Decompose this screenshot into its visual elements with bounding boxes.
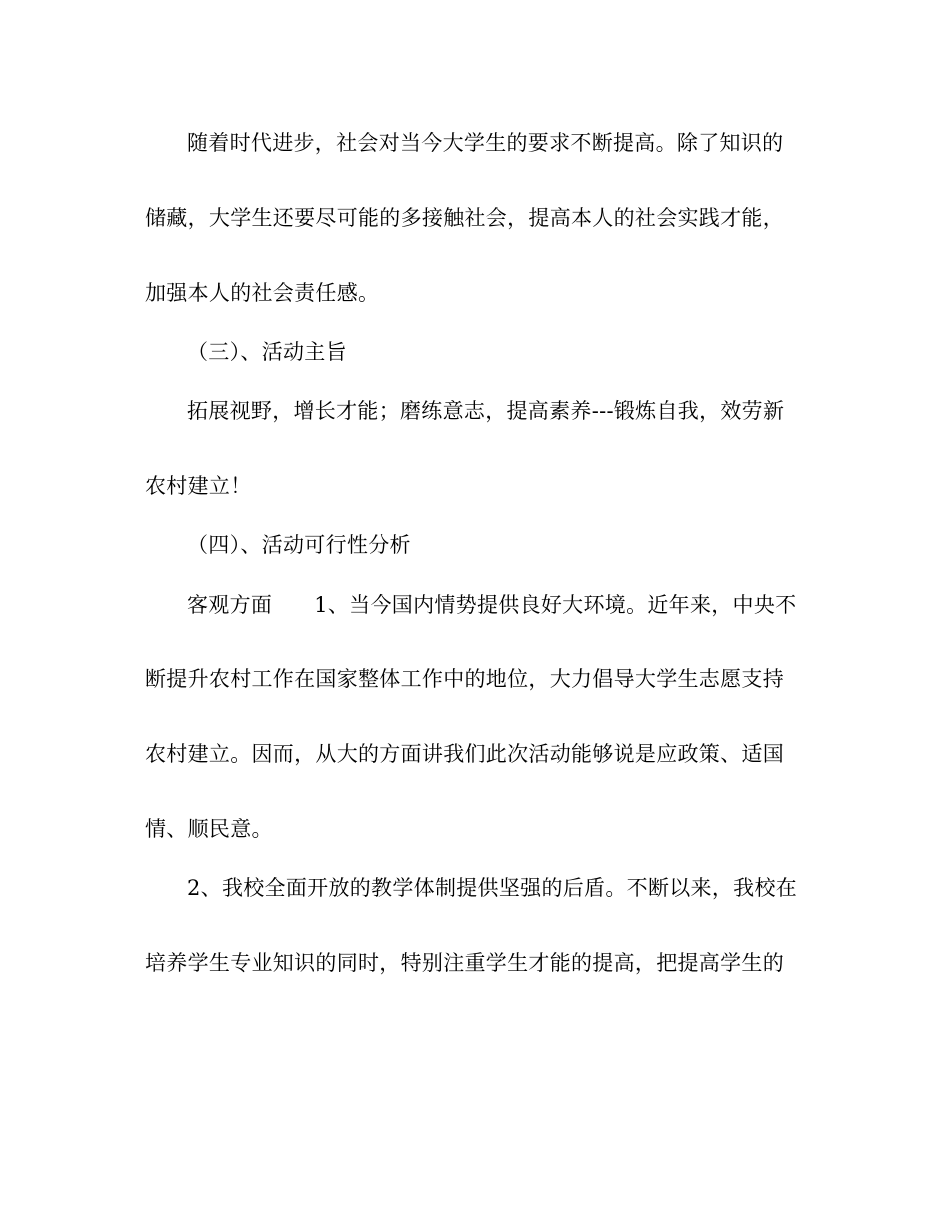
paragraph-line: 拓展视野，增长才能；磨练意志，提高素养---锻炼自我，效劳新 bbox=[187, 399, 785, 423]
subsection-label: 客观方面 bbox=[187, 593, 273, 617]
paragraph-line: 培养学生专业知识的同时，特别注重学生才能的提高，把提高学生的 bbox=[145, 951, 784, 975]
paragraph-line: 农村建立！ bbox=[145, 474, 252, 498]
paragraph-line: 情、顺民意。 bbox=[145, 817, 273, 841]
paragraph-line: 加强本人的社会责任感。 bbox=[145, 281, 380, 305]
paragraph-line bbox=[187, 590, 867, 620]
paragraph-text: 1、当今国内情势提供良好大环境。近年来，中央不 bbox=[314, 593, 797, 617]
section-heading-4: （四）、活动可行性分析 bbox=[187, 533, 411, 557]
paragraph-line: 农村建立。因而，从大的方面讲我们此次活动能够说是应政策、适国 bbox=[145, 742, 784, 766]
paragraph-line: 2、我校全面开放的教学体制提供坚强的后盾。不断以来，我校在 bbox=[187, 876, 798, 900]
section-heading-3: （三）、活动主旨 bbox=[187, 340, 347, 364]
paragraph-line: 储藏，大学生还要尽可能的多接触社会，提高本人的社会实践才能， bbox=[145, 206, 784, 230]
paragraph-line: 随着时代进步，社会对当今大学生的要求不断提高。除了知识的 bbox=[187, 131, 784, 155]
paragraph-line: 断提升农村工作在国家整体工作中的地位，大力倡导大学生志愿支持 bbox=[145, 667, 784, 691]
